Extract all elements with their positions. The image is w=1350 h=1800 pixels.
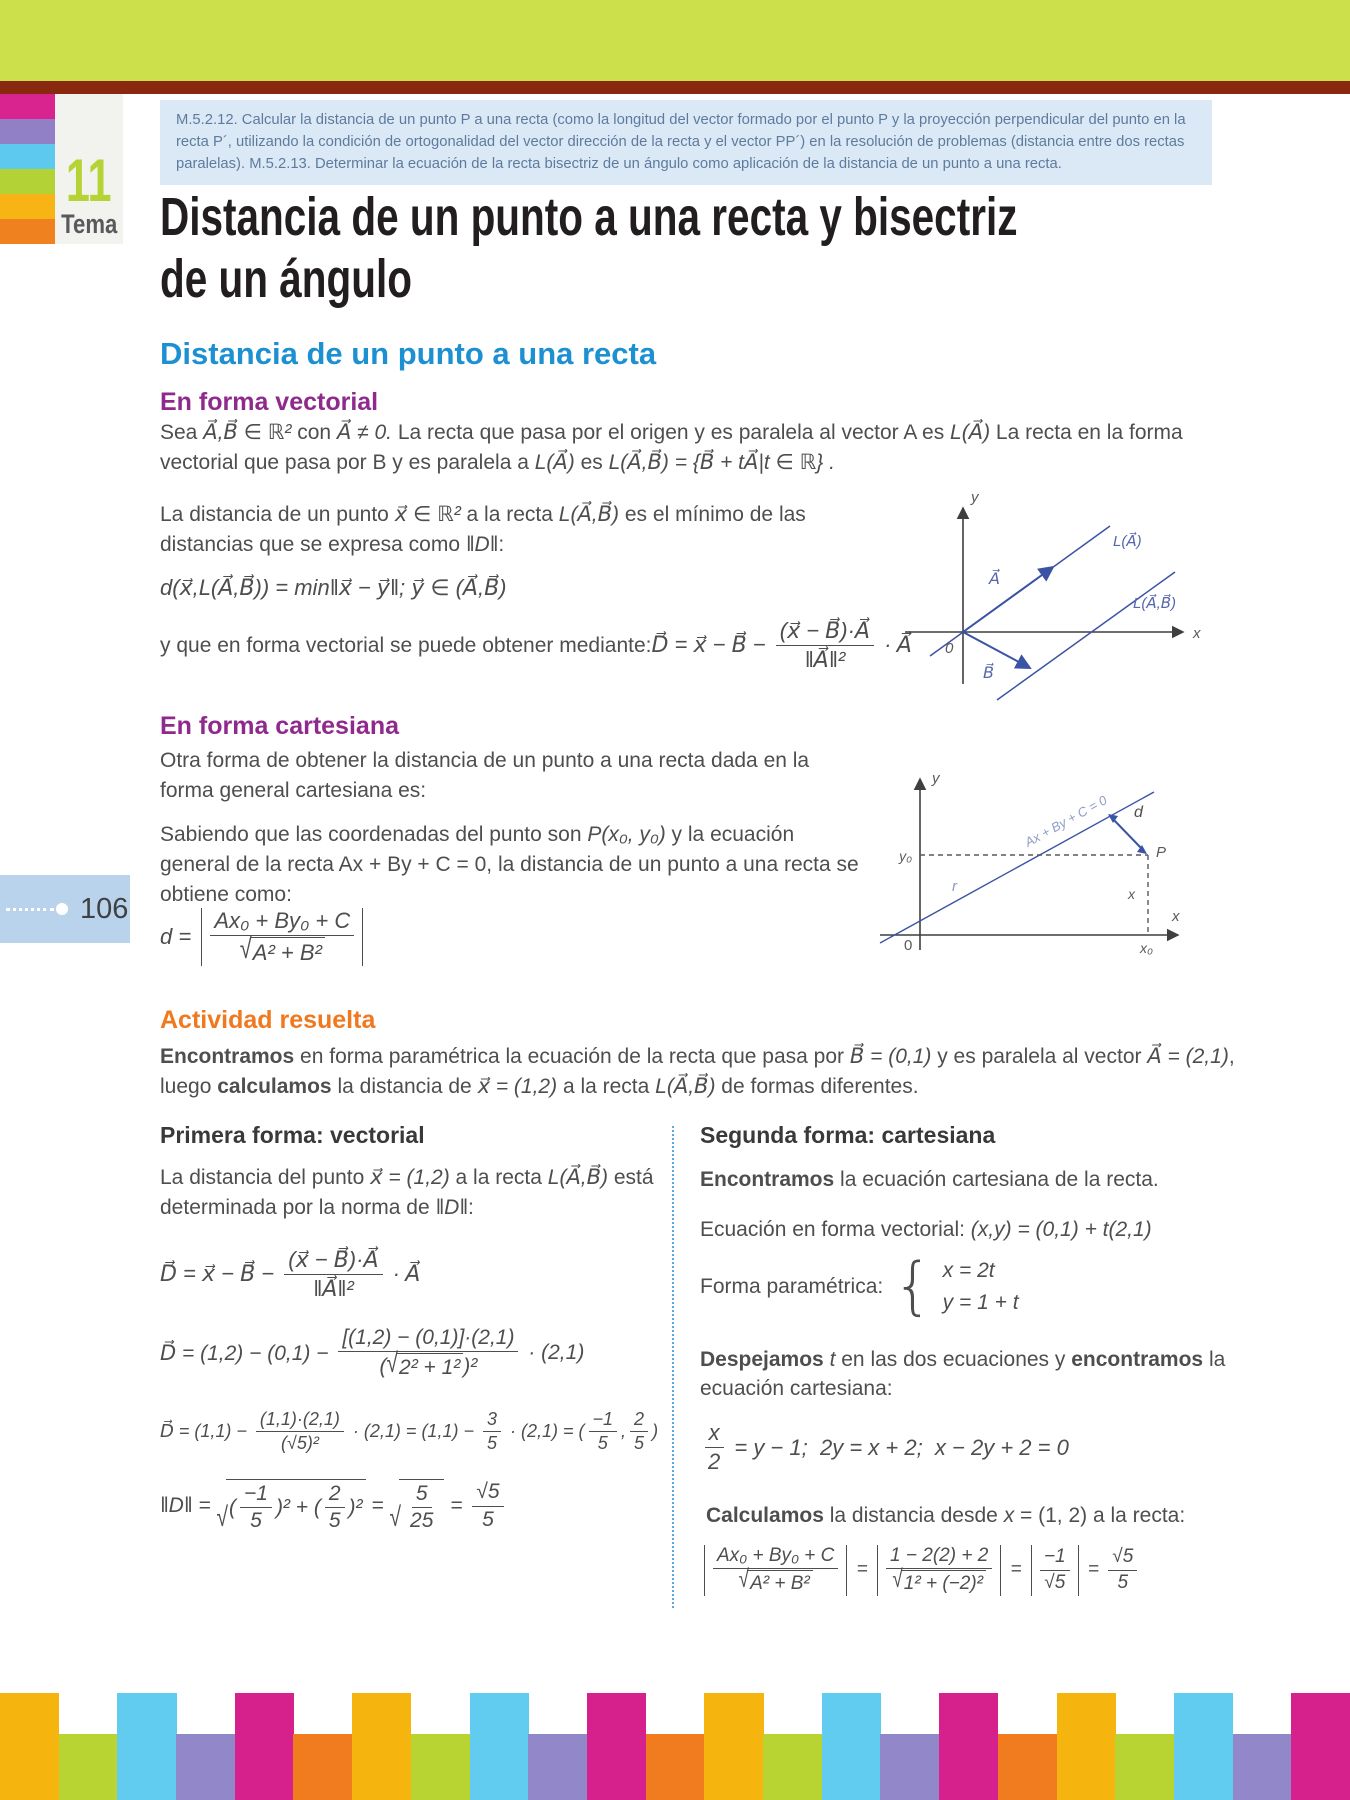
page-title [160,186,1210,310]
diagram2-line-equation-label: Ax + By + C = 0 [1022,792,1110,850]
brace-icon: { [893,1249,933,1323]
formula-D-vectorial: D⃗ = x⃗ − B⃗ − $\frac{(x⃗ - B⃗)\cdot A⃗}{\text{‖A⃗‖²}}$ · A⃗ [651,618,912,672]
formula-right-1: $\frac{x}{2}$ = y − 1; 2y = x + 2; x − 2y + 2 = 0 [700,1420,1069,1475]
segunda-forma-paragraph-2: Ecuación en forma vectorial: (x,y) = (0,1) + t(2,1) [700,1217,1152,1241]
tema-tab [55,94,123,244]
formula-distance-cartesiana: d = Ax₀ + By₀ + C √ A² + B² [160,908,367,966]
vectorial-paragraph-1: Sea A⃗,B⃗ ∈ ℝ² con A⃗ ≠ 0. La recta que pasa por el origen y es paralela al vector A es L(A⃗) La recta en la forma vectorial que pasa por B y es paralela a L(A⃗) es L(A⃗,B⃗) = {B⃗ + tA⃗|t ∈ ℝ} . [160,421,1183,474]
formula-left-4: ‖D‖ = √ ( $\frac{-1}{5}$ )² + ( $\frac{2}{5}$ )² = √ $\frac{5}{25}$ = $\frac{√5}{5}$ [160,1479,508,1535]
segunda-forma-paragraph-3: Despejamos t en las dos ecuaciones y encontramos la ecuación cartesiana: [700,1347,1226,1401]
column-segunda-forma [700,1122,1240,1601]
diagram2-d-arrow [1112,818,1143,850]
formula-right-2: Ax₀ + By₀ + C √ A² + B² = 1 − 2(2) + 2 √ 1² + (−2)² = $\frac{-1}{√5}$ = $\frac{√5}{5}$ [700,1545,1141,1596]
standards-text: M.5.2.12. Calcular la distancia de un punto P a una recta (como la longitud del vector formado por el punto P y la proyección perpendicular del punto en la recta P´, utilizando la condición de ortogonalidad del vector dirección de la recta y el vector PP´) en la resolución de problemas (distancia entre dos rectas paralelas). M.5.2.13. Determinar la ecuación de la recta bisectriz de un ángulo como aplicación de la distancia de un punto a una recta. [176,112,1186,173]
vectorial-paragraph-3: y que en forma vectorial se puede obtener mediante: [160,633,652,657]
diagram1-LAB-label: L(A⃗,B⃗) [1133,595,1177,612]
formula-left-1: D⃗ = x⃗ − B⃗ − $\frac{(x⃗ - B⃗)\cdot A⃗}{\text{‖A⃗‖²}}$ · A⃗ [160,1246,421,1301]
subsection-cartesiana-heading: En forma cartesiana [160,712,399,740]
cartesiana-paragraph-2: Sabiendo que las coordenadas del punto son P(x₀, y₀) y la ecuación general de la recta Ax + By + C = 0, la distancia de un punto a una recta se obtiene como: [160,823,859,906]
diagram2-d-label: d [1134,804,1143,821]
tema-number: 11 [66,147,112,214]
diagram1-LA-label: L(A⃗) [1113,533,1142,550]
activity-intro: Encontramos en forma paramétrica la ecuación de la recta que pasa por B⃗ = (0,1) y es paralela al vector A⃗ = (2,1), luego calculamos la distancia de x⃗ = (1,2) a la recta L(A⃗,B⃗) de formas diferentes. [160,1045,1235,1098]
vectorial-paragraph-2: La distancia de un punto x⃗ ∈ ℝ² a la recta L(A⃗,B⃗) es el mínimo de las distancias que se expresa como ‖D‖: [160,503,806,556]
formula-distance-min: d(x⃗,L(A⃗,B⃗)) = min‖x⃗ − y⃗‖; y⃗ ∈ (A⃗,B⃗) [160,575,507,600]
segunda-forma-heading: Segunda forma: cartesiana [700,1122,996,1148]
diagram1-y-label: y [971,489,979,506]
formula-left-2: D⃗ = (1,2) − (0,1) − [(1,2) − (0,1)]·(2,1) ( √ 2² + 1² )² · (2,1) [160,1325,585,1380]
segunda-forma-paragraph-1: Encontramos la ecuación cartesiana de la recta. [700,1168,1159,1191]
diagram1-vector-A [963,567,1053,632]
page-title-line2: de un ángulo [160,249,412,309]
header-band [0,0,1350,81]
diagram2-origin-label: 0 [904,937,913,954]
column-primera-forma [160,1122,660,1534]
page-number: 106 [80,892,129,925]
vectorial-formula-row [160,618,912,673]
tema-tab-stripes [0,94,55,244]
diagram2-y-label: y [932,770,940,787]
footer-bars [0,1693,1350,1800]
diagram2-P-label: P [1156,844,1167,861]
section-heading: Distancia de un punto a una recta [160,336,657,371]
parametric-equations [943,1259,1019,1315]
diagram2-line-r [880,792,1154,943]
diagram1-origin-label: 0 [945,640,954,657]
parametric-eq-y: y = 1 + t [942,1290,1019,1314]
diagram2-r-label: r [952,878,957,895]
subsection-vectorial-heading: En forma vectorial [160,388,379,416]
tema-label: Tema [60,209,118,239]
badge-dot [56,903,68,915]
diagram1-A-label: A⃗ [989,571,1000,588]
parametric-label: Forma paramétrica: [700,1274,884,1298]
segunda-forma-paragraph-4: Calculamos la distancia desde x = (1, 2) a la recta: [706,1504,1186,1528]
page-title-line1: Distancia de un punto a una recta y bisectriz [160,187,1018,247]
primera-forma-heading: Primera forma: vectorial [160,1122,425,1148]
diagram-cartesiana [872,765,1202,965]
header-stripe [0,81,1350,94]
badge-dotted-leader [6,908,54,911]
activity-heading: Actividad resuelta [160,1006,376,1034]
formula-left-3: D⃗ = (1,1) − $\frac{(1,1)\cdot(2,1)}{\text{(√5)²}}$ · (2,1) = (1,1) − $\frac{3}{5}$ · (2,1) = ( $\frac{-1}{5}$ , $\frac{2}{5}$ ) [160,1409,659,1454]
diagram1-line-LAB [997,572,1175,700]
diagram2-x0-label: x₀ [1140,940,1153,956]
column-separator [672,1126,674,1608]
diagram1-vector-B [963,632,1030,668]
diagram2-y0-label: y₀ [899,848,912,864]
primera-forma-paragraph: La distancia del punto x⃗ = (1,2) a la recta L(A⃗,B⃗) está determinada por la norma de ‖D‖: [160,1166,654,1219]
diagram2-x-label: x [1172,908,1180,925]
diagram1-B-label: B⃗ [983,665,994,682]
standards-box [160,100,1212,185]
parametric-eq-x: x = 2t [942,1258,995,1282]
cartesiana-paragraph-1: Otra forma de obtener la distancia de un punto a una recta dada en la forma general cartesiana es: [160,749,810,802]
diagram2-xdist-label: x [1128,886,1135,902]
parametric-form-row [700,1249,1240,1323]
diagram1-x-label: x [1193,625,1201,642]
page-number-badge [0,875,130,943]
diagram-vectorial [885,482,1230,710]
